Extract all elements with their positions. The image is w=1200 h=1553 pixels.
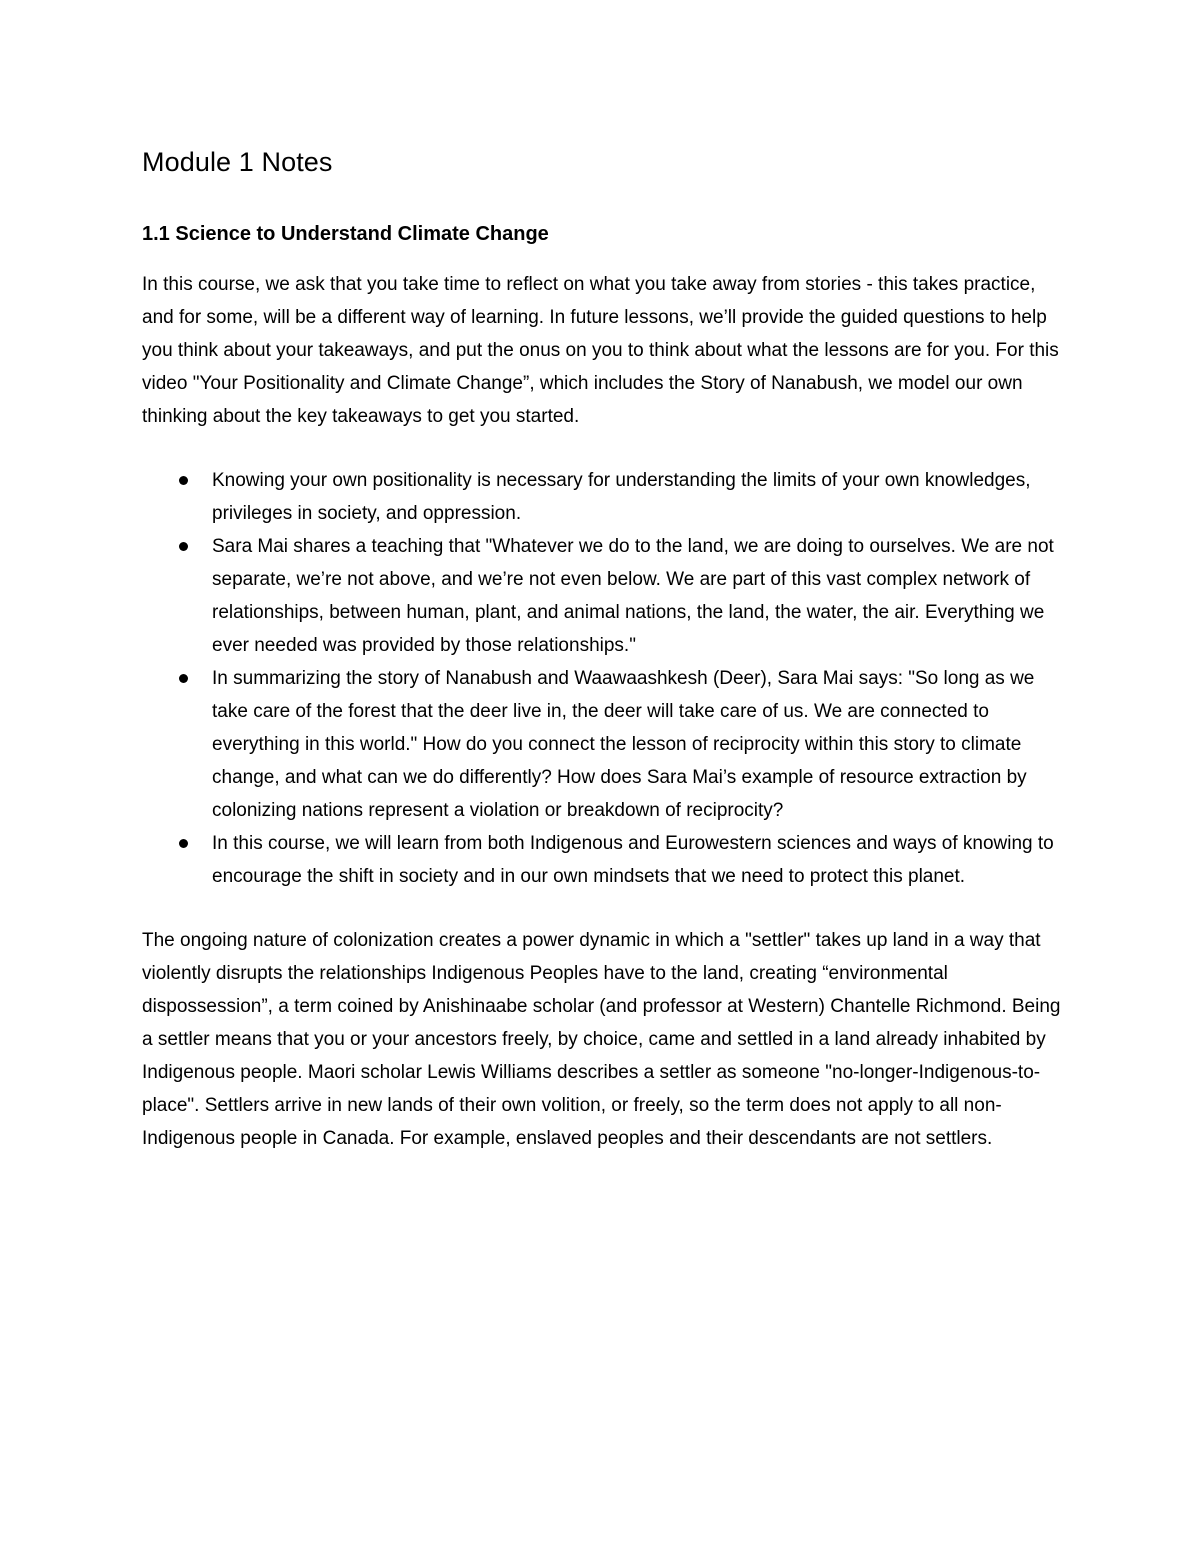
list-item-text: Knowing your own positionality is necessary for understanding the limits of your own knowledges, privileges in society, and oppression. <box>212 470 1031 524</box>
closing-paragraph: The ongoing nature of colonization creates a power dynamic in which a "settler" takes up land in a way that violently disrupts the relationships Indigenous Peoples have to the land, creating “environmental dispossession”, a term coined by Anishinaabe scholar (and professor at Western) Chantelle Richmond. Being a settler means that you or your ancestors freely, by choice, came and settled in a land already inhabited by Indigenous people. Maori scholar Lewis Williams describes a settler as someone "no-longer-Indigenous-to-place". Settlers arrive in new lands of their own volition, or freely, so the term does not apply to all non-Indigenous people in Canada. For example, enslaved peoples and their descendants are not settlers. <box>142 930 1061 1149</box>
list-item <box>142 530 1062 662</box>
intro-paragraph: In this course, we ask that you take time to reflect on what you take away from stories - this takes practice, and for some, will be a different way of learning. In future lessons, we’ll provide the guided questions to help you think about your takeaways, and put the onus on you to think about what the lessons are for you. For this video "Your Positionality and Climate Change”, which includes the Story of Nanabush, we model our own thinking about the key takeaways to get you started. <box>142 274 1059 427</box>
list-item-text: In this course, we will learn from both Indigenous and Eurowestern sciences and ways of knowing to encourage the shift in society and in our own mindsets that we need to protect this planet. <box>212 833 1054 887</box>
document-page <box>142 140 1062 1155</box>
bullet-icon <box>179 542 188 551</box>
list-item <box>142 464 1062 530</box>
list-item <box>142 662 1062 827</box>
list-item-text: Sara Mai shares a teaching that "Whatever we do to the land, we are doing to ourselves. We are not separate, we’re not above, and we’re not even below. We are part of this vast complex network of relationships, between human, plant, and animal nations, the land, the water, the air. Everything we ever needed was provided by those relationships." <box>212 536 1054 656</box>
bullet-icon <box>179 839 188 848</box>
document-title: Module 1 Notes <box>142 147 333 177</box>
bullet-icon <box>179 476 188 485</box>
takeaways-list <box>142 464 1062 893</box>
list-item-text: In summarizing the story of Nanabush and Waawaashkesh (Deer), Sara Mai says: "So long as we take care of the forest that the deer live in, the deer will take care of us. We are connected to everything in this world." How do you connect the lesson of reciprocity within this story to climate change, and what can we do differently? How does Sara Mai’s example of resource extraction by colonizing nations represent a violation or breakdown of reciprocity? <box>212 668 1035 821</box>
list-item <box>142 827 1062 893</box>
section-heading: 1.1 Science to Understand Climate Change <box>142 223 549 245</box>
bullet-icon <box>179 674 188 683</box>
